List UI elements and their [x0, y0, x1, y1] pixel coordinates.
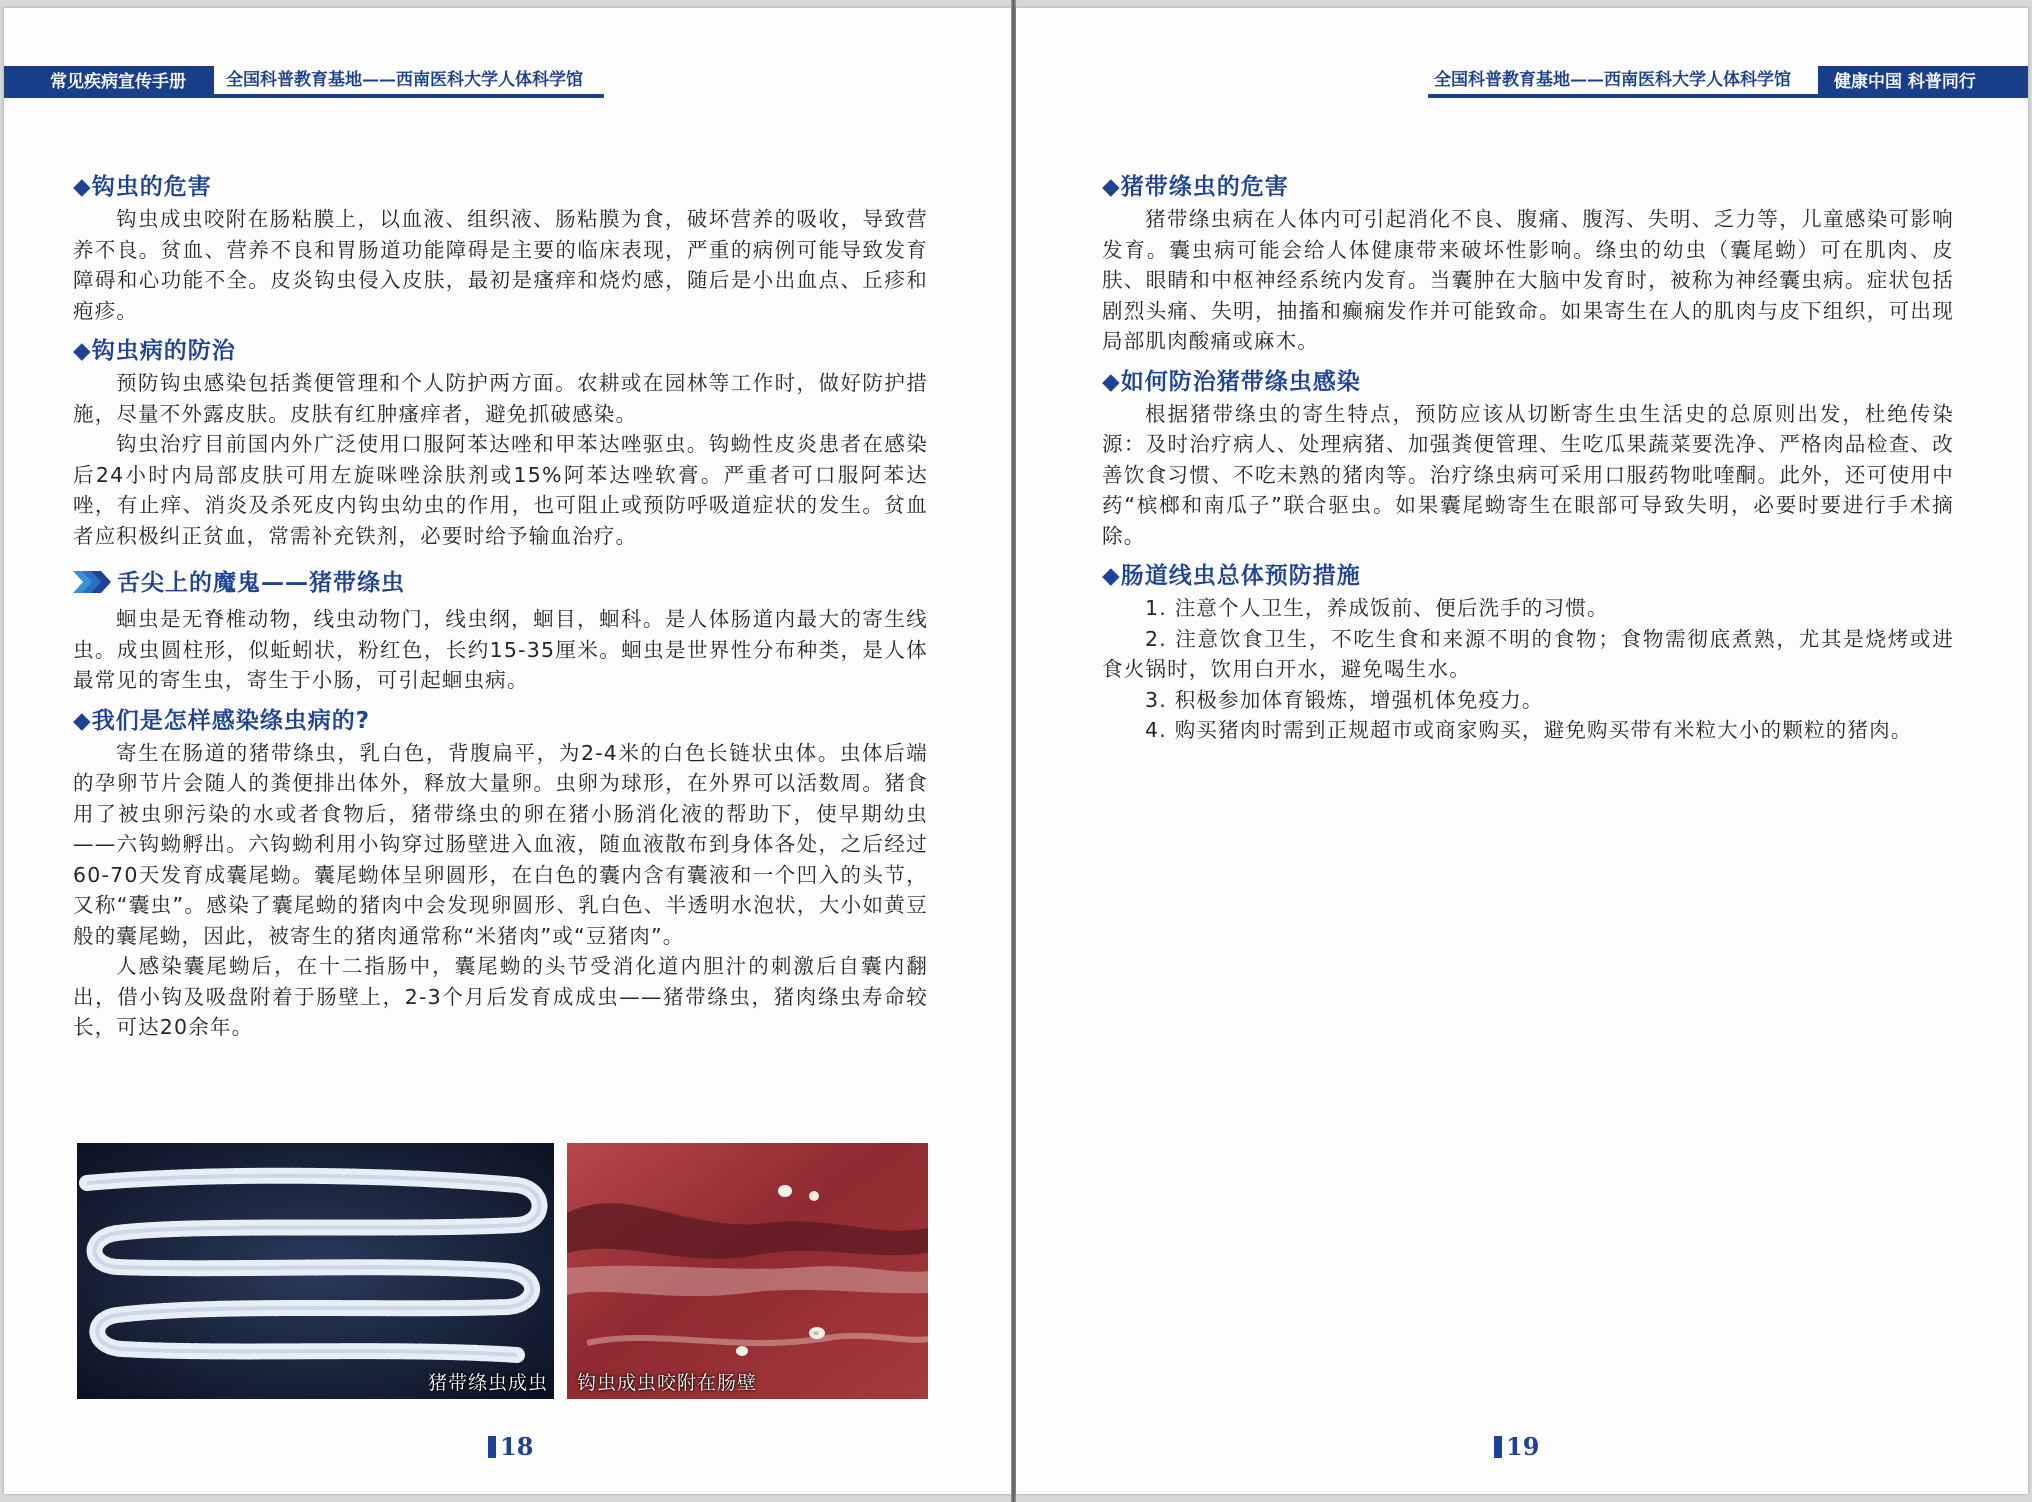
page-number — [1494, 1432, 1539, 1461]
photo-caption: 钩虫成虫咬附在肠壁 — [577, 1372, 758, 1394]
photo-caption: 猪带绦虫成虫 — [427, 1372, 548, 1394]
left-content — [73, 170, 928, 1043]
section-title: ◆钩虫病的防治 — [73, 338, 236, 364]
right-content — [1102, 170, 1954, 746]
paragraph: 钩虫成虫咬附在肠粘膜上，以血液、组织液、肠粘膜为食，破坏营养的吸收，导致营养不良。贫血、营养不良和胃肠道功能障碍是主要的临床表现，严重的病例可能导致发育障碍和心功能不全。皮炎钩虫侵入皮肤，最初是瘙痒和烧灼感，随后是小出血点、丘疹和疱疹。 — [73, 207, 928, 323]
section-infection-route — [73, 704, 928, 1043]
left-page — [4, 8, 1011, 1494]
paragraph: 人感染囊尾蚴后，在十二指肠中，囊尾蚴的头节受消化道内胆汁的刺激后自囊内翻出，借小钩及吸盘附着于肠壁上，2-3个月后发育成成虫——猪带绦虫，猪肉绦虫寿命较长，可达20余年。 — [73, 954, 928, 1039]
list-item: 4. 购买猪肉时需到正规超市或商家购买，避免购买带有米粒大小的颗粒的猪肉。 — [1145, 718, 1913, 742]
section-title: ◆肠道线虫总体预防措施 — [1102, 563, 1361, 589]
page-number-value: 18 — [500, 1432, 534, 1461]
section-hookworm-prevention — [73, 334, 928, 551]
section-tapeworm-harm — [1102, 170, 1954, 357]
tapeworm-image — [77, 1143, 554, 1399]
chapter-heading — [73, 565, 928, 604]
list-item: 2. 注意饮食卫生，不吃生食和来源不明的食物；食物需彻底煮熟，尤其是烧烤或进食火锅时，饮用白开水，避免喝生水。 — [1102, 626, 1954, 681]
page-number-marker — [1494, 1436, 1502, 1458]
photo-row — [77, 1143, 928, 1399]
section-hookworm-harm — [73, 170, 928, 326]
page-number-marker — [488, 1436, 496, 1458]
right-header-slogan: 健康中国 科普同行 — [1818, 66, 2028, 98]
triple-chevron-icon — [73, 568, 111, 604]
paragraph: 预防钩虫感染包括粪便管理和个人防护两方面。农耕或在园林等工作时，做好防护措施，尽量不外露皮肤。皮肤有红肿瘙痒者，避免抓破感染。 — [73, 371, 928, 426]
tapeworm-photo — [77, 1143, 554, 1399]
paragraph: 根据猪带绦虫的寄生特点，预防应该从切断寄生虫生活史的总原则出发，杜绝传染源：及时治疗病人、处理病猪、加强粪便管理、生吃瓜果蔬菜要洗净、严格肉品检查、改善饮食习惯、不吃未熟的猪肉等。治疗绦虫病可采用口服药物吡喹酮。此外，还可使用中药“槟榔和南瓜子”联合驱虫。如果囊尾蚴寄生在眼部可导致失明，必要时要进行手术摘除。 — [1102, 401, 1954, 548]
page-number — [488, 1432, 533, 1461]
section-nematode-prevention — [1102, 559, 1954, 746]
section-title: ◆猪带绦虫的危害 — [1102, 174, 1289, 200]
left-header-institution: 全国科普教育基地——西南医科大学人体科学馆 — [226, 70, 583, 90]
right-header-rule — [1428, 94, 1818, 98]
right-page — [1016, 8, 2028, 1494]
section-title: ◆我们是怎样感染绦虫病的? — [73, 707, 371, 734]
chapter-title: 舌尖上的魔鬼——猪带绦虫 — [117, 570, 405, 596]
meat-image — [567, 1143, 928, 1399]
paragraph: 蛔虫是无脊椎动物，线虫动物门，线虫纲，蛔目，蛔科。是人体肠道内最大的寄生线虫。成虫圆柱形，似蚯蚓状，粉红色，长约15-35厘米。蛔虫是世界性分布种类，是人体最常见的寄生虫，寄生于小肠，可引起蛔虫病。 — [73, 607, 928, 692]
left-header-rule — [214, 94, 604, 98]
right-header — [1428, 66, 2028, 98]
list-item: 1. 注意个人卫生，养成饭前、便后洗手的习惯。 — [1145, 596, 1609, 620]
section-tapeworm-prevention — [1102, 365, 1954, 552]
right-header-institution: 全国科普教育基地——西南医科大学人体科学馆 — [1434, 70, 1791, 90]
section-title: ◆钩虫的危害 — [73, 174, 212, 200]
page-number-value: 19 — [1506, 1432, 1540, 1461]
chapter-tapeworm — [73, 565, 928, 696]
paragraph: 寄生在肠道的猪带绦虫，乳白色，背腹扁平，为2-4米的白色长链状虫体。虫体后端的孕卵节片会随人的粪便排出体外，释放大量卵。虫卵为球形，在外界可以活数周。猪食用了被虫卵污染的水或者食物后，猪带绦虫的卵在猪小肠消化液的帮助下，使早期幼虫——六钩蚴孵出。六钩蚴利用小钩穿过肠壁进入血液，随血液散布到身体各处，之后经过60-70天发育成囊尾蚴。囊尾蚴体呈卵圆形，在白色的囊内含有囊液和一个凹入的头节，又称“囊虫”。感染了囊尾蚴的猪肉中会发现卵圆形、乳白色、半透明水泡状，大小如黄豆般的囊尾蚴，因此，被寄生的猪肉通常称“米猪肉”或“豆猪肉”。 — [73, 740, 928, 948]
list-item: 3. 积极参加体育锻炼，增强机体免疫力。 — [1145, 687, 1544, 712]
section-title: ◆如何防治猪带绦虫感染 — [1102, 368, 1361, 395]
left-header — [4, 66, 604, 98]
paragraph: 钩虫治疗目前国内外广泛使用口服阿苯达唑和甲苯达唑驱虫。钩蚴性皮炎患者在感染后24小时内局部皮肤可用左旋咪唑涂肤剂或15%阿苯达唑软膏。严重者可口服阿苯达唑，有止痒、消炎及杀死皮内钩虫幼虫的作用，也可阻止或预防呼吸道症状的发生。贫血者应积极纠正贫血，常需补充铁剂，必要时给予输血治疗。 — [73, 432, 928, 548]
paragraph: 猪带绦虫病在人体内可引起消化不良、腹痛、腹泻、失明、乏力等，儿童感染可影响发育。囊虫病可能会给人体健康带来破坏性影响。绦虫的幼虫（囊尾蚴）可在肌肉、皮肤、眼睛和中枢神经系统内发育。当囊肿在大脑中发育时，被称为神经囊虫病。症状包括剧烈头痛、失明，抽搐和癫痫发作并可能致命。如果寄生在人的肌肉与皮下组织，可出现局部肌肉酸痛或麻木。 — [1102, 207, 1954, 353]
infected-meat-photo — [567, 1143, 928, 1399]
left-header-booklet-title: 常见疾病宣传手册 — [4, 66, 214, 98]
